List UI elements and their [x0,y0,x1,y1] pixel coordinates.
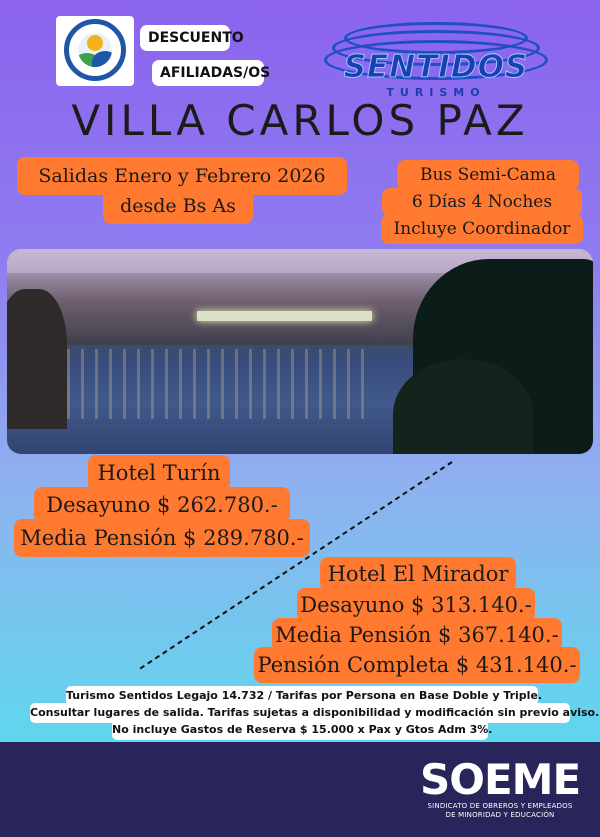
trip-duration: 6 Días 4 Noches [382,188,582,216]
fine-print-conditions: Consultar lugares de salida. Tarifas sujetas a disponibilidad y modificación sin previo aviso. [30,703,570,723]
coordinator-note: Incluye Coordinador [381,214,583,244]
departure-city: desde Bs As [103,190,253,224]
hotel-mirador-halfboard-price: Media Pensión $ 367.140.- [272,618,562,652]
bus-type: Bus Semi-Cama [397,160,579,190]
brand-tagline: TURISMO [386,86,486,99]
discount-badge: DESCUENTO [140,25,230,51]
hotel-turin-name: Hotel Turín [88,455,230,491]
members-badge: AFILIADAS/OS [152,60,264,86]
hotel-mirador-breakfast-price: Desayuno $ 313.140.- [297,588,535,622]
destination-title: VILLA CARLOS PAZ [71,96,529,145]
soeme-logo: SOEME [420,755,581,804]
hotel-mirador-fullboard-price: Pensión Completa $ 431.140.- [254,647,580,683]
hotel-turin-halfboard-price: Media Pensión $ 289.780.- [14,519,310,557]
soeme-subtitle: SINDICATO DE OBREROS Y EMPLEADOS [427,802,573,810]
soeme-subtitle: DE MINORIDAD Y EDUCACIÓN [445,811,555,819]
brand-name: SENTIDOS [343,49,529,85]
hotel-turin-breakfast-price: Desayuno $ 262.780.- [34,487,290,523]
departure-dates: Salidas Enero y Febrero 2026 [17,157,347,195]
fine-print-license: Turismo Sentidos Legajo 14.732 / Tarifas por Persona en Base Doble y Triple. [66,686,538,706]
fine-print-fees: No incluye Gastos de Reserva $ 15.000 x Pax y Gtos Adm 3%. [112,720,488,740]
hotel-mirador-name: Hotel El Mirador [320,557,516,591]
